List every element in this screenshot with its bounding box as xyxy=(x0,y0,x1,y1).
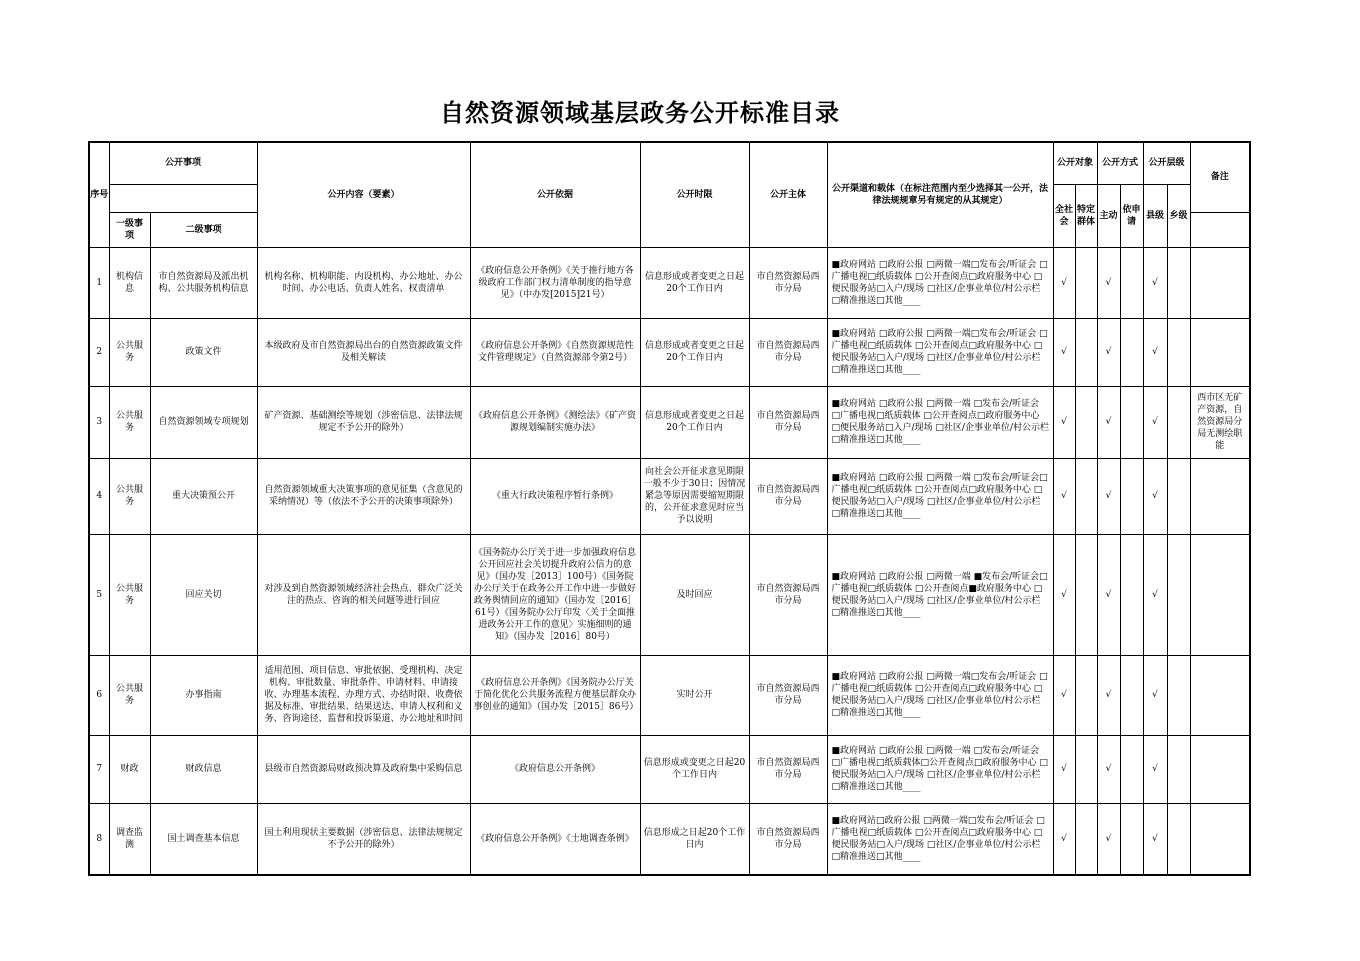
header-level-town: 乡级 xyxy=(1167,184,1190,247)
header-subject: 公开主体 xyxy=(749,142,827,247)
row-remark xyxy=(1190,735,1250,803)
row-subject: 市自然资源局西市分局 xyxy=(749,458,827,534)
row-check-specific xyxy=(1075,803,1097,875)
row-check-all: √ xyxy=(1053,655,1075,735)
table-row xyxy=(89,386,1250,458)
row-content: 对涉及到自然资源领域经济社会热点、群众广泛关注的热点、咨询的相关问题等进行回应 xyxy=(257,534,470,655)
table-row xyxy=(89,318,1250,386)
row-time-limit: 信息形成或者变更之日起20个工作日内 xyxy=(640,247,749,318)
row-check-apply xyxy=(1120,735,1143,803)
row-channel: ■政府网站□政府公报 □两微一端□发布会/听证会 □广播电视□纸质载体 □公开查阅点□政府服务中心 □便民服务站□入户/现场 □社区/企事业单位/村公示栏 □精准推送□其他____ xyxy=(827,803,1053,875)
row-level1: 公共服务 xyxy=(109,534,150,655)
row-seq: 4 xyxy=(89,458,109,534)
row-check-apply xyxy=(1120,386,1143,458)
row-level2: 国土调查基本信息 xyxy=(150,803,257,875)
row-check-specific xyxy=(1075,655,1097,735)
row-content: 适用范围、项目信息、审批依据、受理机构、决定机构、审批数量、审批条件、申请材料、申请接收、办理基本流程、办理方式、办结时限、收费依据及标准、审批结果、结果送达、申请人权利和义务、咨询途径、监督和投诉渠道、办公地址和时间 xyxy=(257,655,470,735)
row-time-limit: 信息形成之日起20个工作日内 xyxy=(640,803,749,875)
row-check-active: √ xyxy=(1097,803,1120,875)
row-check-apply xyxy=(1120,803,1143,875)
row-check-town xyxy=(1167,534,1190,655)
row-level1: 公共服务 xyxy=(109,386,150,458)
row-level2: 自然资源领域专项规划 xyxy=(150,386,257,458)
row-level1: 调查监测 xyxy=(109,803,150,875)
row-subject: 市自然资源局西市分局 xyxy=(749,655,827,735)
row-check-active: √ xyxy=(1097,386,1120,458)
row-seq: 7 xyxy=(89,735,109,803)
header-method-apply: 依申请 xyxy=(1120,184,1143,247)
row-content: 机构名称、机构职能、内设机构、办公地址、办公时间、办公电话、负责人姓名、权责清单 xyxy=(257,247,470,318)
header-remark: 备注 xyxy=(1190,142,1250,212)
row-check-all: √ xyxy=(1053,458,1075,534)
row-check-county: √ xyxy=(1143,803,1167,875)
row-check-specific xyxy=(1075,386,1097,458)
table-row xyxy=(89,655,1250,735)
row-basis: 《政府信息公开条例》《测绘法》《矿产资源规划编制实施办法》 xyxy=(470,386,640,458)
row-seq: 8 xyxy=(89,803,109,875)
row-seq: 3 xyxy=(89,386,109,458)
row-check-apply xyxy=(1120,534,1143,655)
row-check-active: √ xyxy=(1097,735,1120,803)
row-seq: 1 xyxy=(89,247,109,318)
header-target: 公开对象 xyxy=(1053,142,1097,184)
row-check-specific xyxy=(1075,458,1097,534)
row-subject: 市自然资源局西市分局 xyxy=(749,247,827,318)
row-basis: 《政府信息公开条例》《土地调查条例》 xyxy=(470,803,640,875)
row-level2: 政策文件 xyxy=(150,318,257,386)
header-level: 公开层级 xyxy=(1143,142,1190,184)
table-row xyxy=(89,735,1250,803)
row-channel: ■政府网站 □政府公报 □两微一端□发布会/听证会 □广播电视□纸质载体 □公开查阅点□政府服务中心 □便民服务站□入户/现场 □社区/企事业单位/村公示栏 □精准推送□其他____ xyxy=(827,318,1053,386)
row-content: 矿产资源、基础测绘等规划（涉密信息、法律法规规定不予公开的除外） xyxy=(257,386,470,458)
row-check-active: √ xyxy=(1097,534,1120,655)
row-level2: 财政信息 xyxy=(150,735,257,803)
row-check-all: √ xyxy=(1053,247,1075,318)
row-channel: ■政府网站 □政府公报 □两微一端 □发布会/听证会 □广播电视□纸质载体 □公开查阅点□政府服务中心 □便民服务站□入户/现场 □社区/企事业单位/村公示栏 □精准推送□其他____ xyxy=(827,386,1053,458)
row-time-limit: 信息形成或者变更之日起20个工作日内 xyxy=(640,386,749,458)
table-row xyxy=(89,458,1250,534)
row-check-town xyxy=(1167,386,1190,458)
row-remark xyxy=(1190,247,1250,318)
row-level1: 公共服务 xyxy=(109,655,150,735)
row-check-apply xyxy=(1120,655,1143,735)
table-row xyxy=(89,803,1250,875)
header-channel: 公开渠道和载体（在标注范围内至少选择其一公开，法律法规规章另有规定的从其规定） xyxy=(827,142,1053,247)
row-subject: 市自然资源局西市分局 xyxy=(749,386,827,458)
row-time-limit: 及时回应 xyxy=(640,534,749,655)
row-channel: ■政府网站 □政府公报 □两微一端 ■发布会/听证会□广播电视□纸质载体 □公开查阅点■政府服务中心 □便民服务站□入户/现场 □社区/企事业单位/村公示栏 □精准推送□其他____ xyxy=(827,534,1053,655)
row-check-town xyxy=(1167,458,1190,534)
row-check-town xyxy=(1167,318,1190,386)
row-check-active: √ xyxy=(1097,458,1120,534)
row-remark xyxy=(1190,318,1250,386)
row-content: 本级政府及市自然资源局出台的自然资源政策文件及相关解读 xyxy=(257,318,470,386)
row-level2: 回应关切 xyxy=(150,534,257,655)
row-level1: 公共服务 xyxy=(109,318,150,386)
row-basis: 《政府信息公开条例》 xyxy=(470,735,640,803)
header-target-specific: 特定群体 xyxy=(1075,184,1097,247)
header-level1: 一级事项 xyxy=(109,212,150,247)
row-time-limit: 信息形成或者变更之日起20个工作日内 xyxy=(640,318,749,386)
row-time-limit: 信息形成或变更之日起20个工作日内 xyxy=(640,735,749,803)
header-target-all: 全社会 xyxy=(1053,184,1075,247)
row-remark: 西市区无矿产资源，自然资源局分局无测绘职能 xyxy=(1190,386,1250,458)
row-remark xyxy=(1190,655,1250,735)
row-subject: 市自然资源局西市分局 xyxy=(749,735,827,803)
row-basis: 《政府信息公开条例》《自然资源规范性文件管理规定》（自然资源部令第2号） xyxy=(470,318,640,386)
header-level-county: 县级 xyxy=(1143,184,1167,247)
page-title: 自然资源领域基层政务公开标准目录 xyxy=(440,99,840,127)
row-time-limit: 向社会公开征求意见期限一般不少于30日；因情况紧急等原因需要缩短期限的，公开征求意见时应当予以说明 xyxy=(640,458,749,534)
row-level2: 重大决策预公开 xyxy=(150,458,257,534)
row-check-apply xyxy=(1120,458,1143,534)
row-time-limit: 实时公开 xyxy=(640,655,749,735)
row-level1: 公共服务 xyxy=(109,458,150,534)
row-level1: 财政 xyxy=(109,735,150,803)
row-seq: 6 xyxy=(89,655,109,735)
header-matter-spacer xyxy=(109,184,257,212)
row-check-all: √ xyxy=(1053,735,1075,803)
row-subject: 市自然资源局西市分局 xyxy=(749,803,827,875)
row-level2: 市自然资源局及派出机构、公共服务机构信息 xyxy=(150,247,257,318)
row-channel: ■政府网站 □政府公报 □两微一端□发布会/听证会 □广播电视□纸质载体 □公开查阅点□政府服务中心 □便民服务站□入户/现场 □社区/企事业单位/村公示栏 □精准推送□其他____ xyxy=(827,247,1053,318)
row-check-active: √ xyxy=(1097,655,1120,735)
row-check-all: √ xyxy=(1053,534,1075,655)
row-basis: 《政府信息公开条例》《关于推行地方各级政府工作部门权力清单制度的指导意见》（中办发[2015]21号） xyxy=(470,247,640,318)
row-remark xyxy=(1190,458,1250,534)
row-check-all: √ xyxy=(1053,803,1075,875)
row-check-county: √ xyxy=(1143,735,1167,803)
row-check-town xyxy=(1167,803,1190,875)
row-check-specific xyxy=(1075,735,1097,803)
header-matter: 公开事项 xyxy=(109,142,257,184)
row-check-active: √ xyxy=(1097,247,1120,318)
row-check-specific xyxy=(1075,534,1097,655)
catalog-body xyxy=(89,247,1250,875)
row-check-county: √ xyxy=(1143,655,1167,735)
row-channel: ■政府网站 □政府公报 □两微一端 □发布会/听证会□广播电视□纸质载体 □公开查阅点□政府服务中心 □便民服务站□入户/现场 □社区/企事业单位/村公示栏 □精准推送□其他____ xyxy=(827,458,1053,534)
row-check-all: √ xyxy=(1053,386,1075,458)
row-check-county: √ xyxy=(1143,386,1167,458)
row-check-active: √ xyxy=(1097,318,1120,386)
catalog-table xyxy=(88,141,1251,876)
row-check-town xyxy=(1167,735,1190,803)
header-method: 公开方式 xyxy=(1097,142,1143,184)
row-content: 自然资源领域重大决策事项的意见征集（含意见的采纳情况）等（依法不予公开的决策事项除外） xyxy=(257,458,470,534)
row-subject: 市自然资源局西市分局 xyxy=(749,318,827,386)
row-basis: 《政府信息公开条例》《国务院办公厅关于简化优化公共服务流程方便基层群众办事创业的通知》（国办发［2015］86号） xyxy=(470,655,640,735)
row-check-county: √ xyxy=(1143,458,1167,534)
row-level2: 办事指南 xyxy=(150,655,257,735)
header-content: 公开内容（要素） xyxy=(257,142,470,247)
header-seq: 序号 xyxy=(89,142,109,247)
row-channel: ■政府网站 □政府公报 □两微一端 □发布会/听证会 □广播电视□纸质载体□公开查阅点□政府服务中心 □便民服务站□入户/现场 □社区/企事业单位/村公示栏 □精准推送□其他____ xyxy=(827,735,1053,803)
row-subject: 市自然资源局西市分局 xyxy=(749,534,827,655)
table-row xyxy=(89,534,1250,655)
row-check-town xyxy=(1167,655,1190,735)
row-check-apply xyxy=(1120,247,1143,318)
row-level1: 机构信息 xyxy=(109,247,150,318)
row-check-county: √ xyxy=(1143,318,1167,386)
row-basis: 《重大行政决策程序暂行条例》 xyxy=(470,458,640,534)
row-remark xyxy=(1190,803,1250,875)
header-basis: 公开依据 xyxy=(470,142,640,247)
row-basis: 《国务院办公厅关于进一步加强政府信息公开回应社会关切提升政府公信力的意见》（国办发［2013］100号）《国务院办公厅关于在政务公开工作中进一步做好政务舆情回应的通知》（国办发［2016］61号）《国务院办公厅印发〈关于全面推进政务公开工作的意见〉实施细则的通知》（国办发［2016］80号） xyxy=(470,534,640,655)
row-check-county: √ xyxy=(1143,534,1167,655)
row-seq: 5 xyxy=(89,534,109,655)
row-check-specific xyxy=(1075,318,1097,386)
table-row xyxy=(89,247,1250,318)
row-content: 县级市自然资源局财政预决算及政府集中采购信息 xyxy=(257,735,470,803)
row-check-apply xyxy=(1120,318,1143,386)
row-check-town xyxy=(1167,247,1190,318)
header-time-limit: 公开时限 xyxy=(640,142,749,247)
row-remark xyxy=(1190,534,1250,655)
header-method-active: 主动 xyxy=(1097,184,1120,247)
row-seq: 2 xyxy=(89,318,109,386)
row-content: 国土利用现状主要数据（涉密信息、法律法规规定不予公开的除外） xyxy=(257,803,470,875)
row-channel: ■政府网站 □政府公报 □两微一端□发布会/听证会 □广播电视□纸质载体 □公开查阅点□政府服务中心 □便民服务站□入户/现场 □社区/企事业单位/村公示栏 □精准推送□其他____ xyxy=(827,655,1053,735)
row-check-specific xyxy=(1075,247,1097,318)
header-level2: 二级事项 xyxy=(150,212,257,247)
row-check-all: √ xyxy=(1053,318,1075,386)
row-check-county: √ xyxy=(1143,247,1167,318)
header-remark-spacer xyxy=(1190,212,1250,247)
